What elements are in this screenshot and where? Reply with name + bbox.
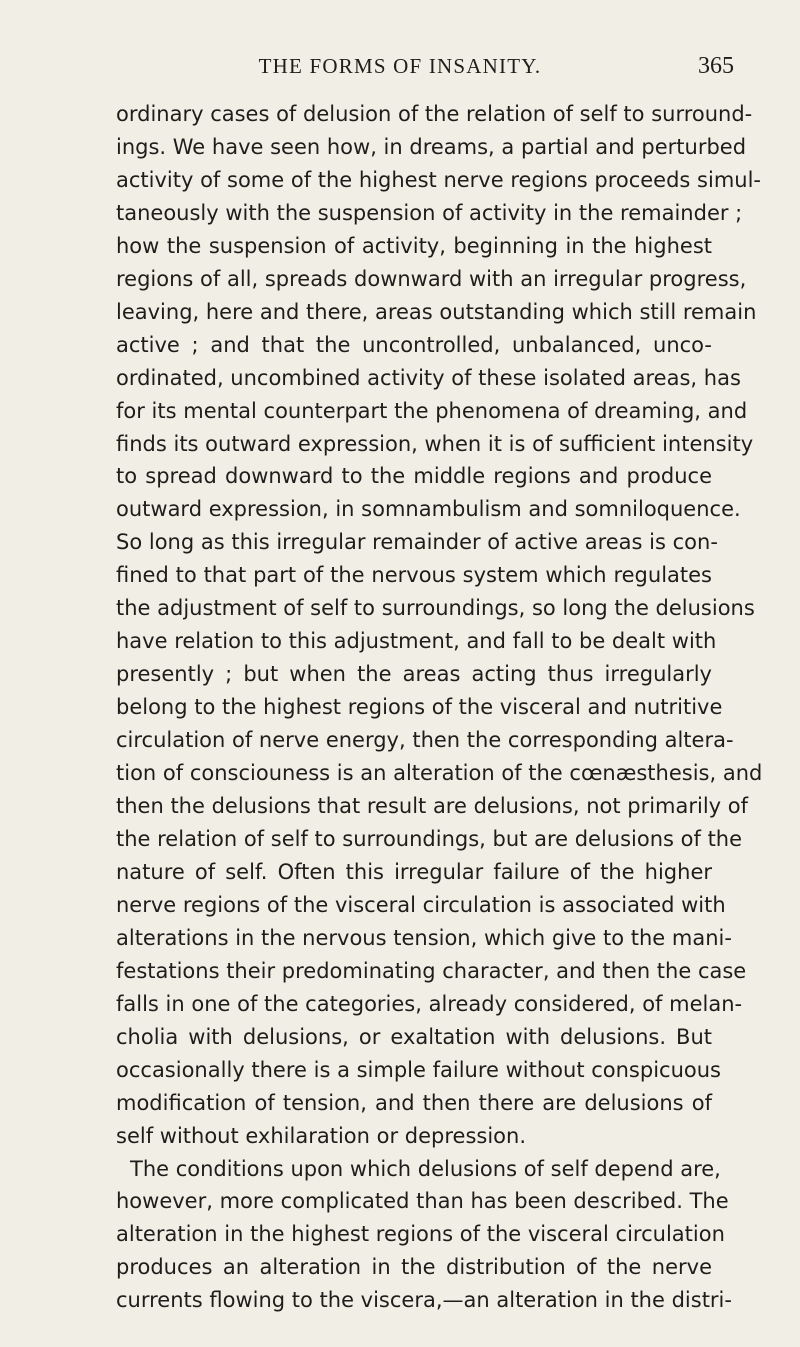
text-line: alteration in the highest regions of the visceral circulation bbox=[116, 1222, 725, 1247]
text-line: produces an alteration in the distribution of the nerve bbox=[116, 1255, 712, 1280]
text-line: cholia with delusions, or exaltation with delusions. But bbox=[116, 1024, 712, 1049]
text-line: So long as this irregular remainder of active areas is con- bbox=[116, 530, 718, 555]
text-line: The conditions upon which delusions of self depend are, bbox=[130, 1156, 721, 1181]
text-line: activity of some of the highest nerve regions proceeds simul- bbox=[116, 167, 762, 192]
text-line: then the delusions that result are delusions, not primarily of bbox=[116, 794, 749, 819]
text-line: fined to that part of the nervous system which regulates bbox=[116, 563, 712, 588]
text-line: ings. We have seen how, in dreams, a partial and perturbed bbox=[116, 134, 747, 159]
text-line: for its mental counterpart the phenomena of dreaming, and bbox=[116, 398, 748, 423]
running-title: THE FORMS OF INSANITY. bbox=[258, 54, 542, 78]
text-line: regions of all, spreads downward with an irregular progress, bbox=[116, 266, 747, 291]
text-line: leaving, here and there, areas outstanding which still remain bbox=[116, 299, 757, 324]
text-line: how the suspension of activity, beginning in the highest bbox=[116, 233, 712, 258]
text-line: active ; and that the uncontrolled, unbalanced, unco- bbox=[116, 332, 712, 357]
text-line: ordinated, uncombined activity of these isolated areas, has bbox=[116, 365, 741, 390]
text-line: modification of tension, and then there are delusions of bbox=[116, 1090, 712, 1115]
text-line: taneously with the suspension of activity in the remainder ; bbox=[116, 200, 743, 225]
text-line: self without exhilaration or depression. bbox=[116, 1123, 526, 1148]
text-line: tion of consciouness is an alteration of the cœnæsthesis, and bbox=[116, 761, 763, 786]
text-line: alterations in the nervous tension, which give to the mani- bbox=[116, 925, 732, 950]
text-line: nature of self. Often this irregular failure of the higher bbox=[116, 859, 712, 884]
text-line: the relation of self to surroundings, but are delusions of the bbox=[116, 826, 743, 851]
text-line: nerve regions of the visceral circulation is associated with bbox=[116, 892, 726, 917]
text-line: ordinary cases of delusion of the relation of self to surround- bbox=[116, 102, 753, 126]
text-line: currents flowing to the viscera,—an alteration in the distri- bbox=[116, 1288, 732, 1313]
text-line: outward expression, in somnambulism and somniloquence. bbox=[116, 497, 741, 522]
text-line: presently ; but when the areas acting thus irregularly bbox=[116, 662, 712, 687]
text-line: to spread downward to the middle regions and produce bbox=[116, 464, 712, 489]
text-line: festations their predominating character, and then the case bbox=[116, 958, 747, 983]
text-line: falls in one of the categories, already considered, of melan- bbox=[116, 991, 743, 1016]
text-line: the adjustment of self to surroundings, so long the delusions bbox=[116, 596, 755, 621]
text-line: finds its outward expression, when it is of sufficient intensity bbox=[116, 431, 754, 456]
running-head bbox=[120, 50, 734, 82]
text-line: however, more complicated than has been described. The bbox=[116, 1189, 729, 1214]
text-line: have relation to this adjustment, and fall to be dealt with bbox=[116, 629, 717, 654]
page-number: 365 bbox=[698, 53, 734, 79]
text-line: occasionally there is a simple failure without conspicuous bbox=[116, 1057, 721, 1082]
text-line: circulation of nerve energy, then the corresponding altera- bbox=[116, 728, 734, 753]
text-line: belong to the highest regions of the visceral and nutritive bbox=[116, 695, 723, 720]
body-text bbox=[116, 98, 763, 1317]
